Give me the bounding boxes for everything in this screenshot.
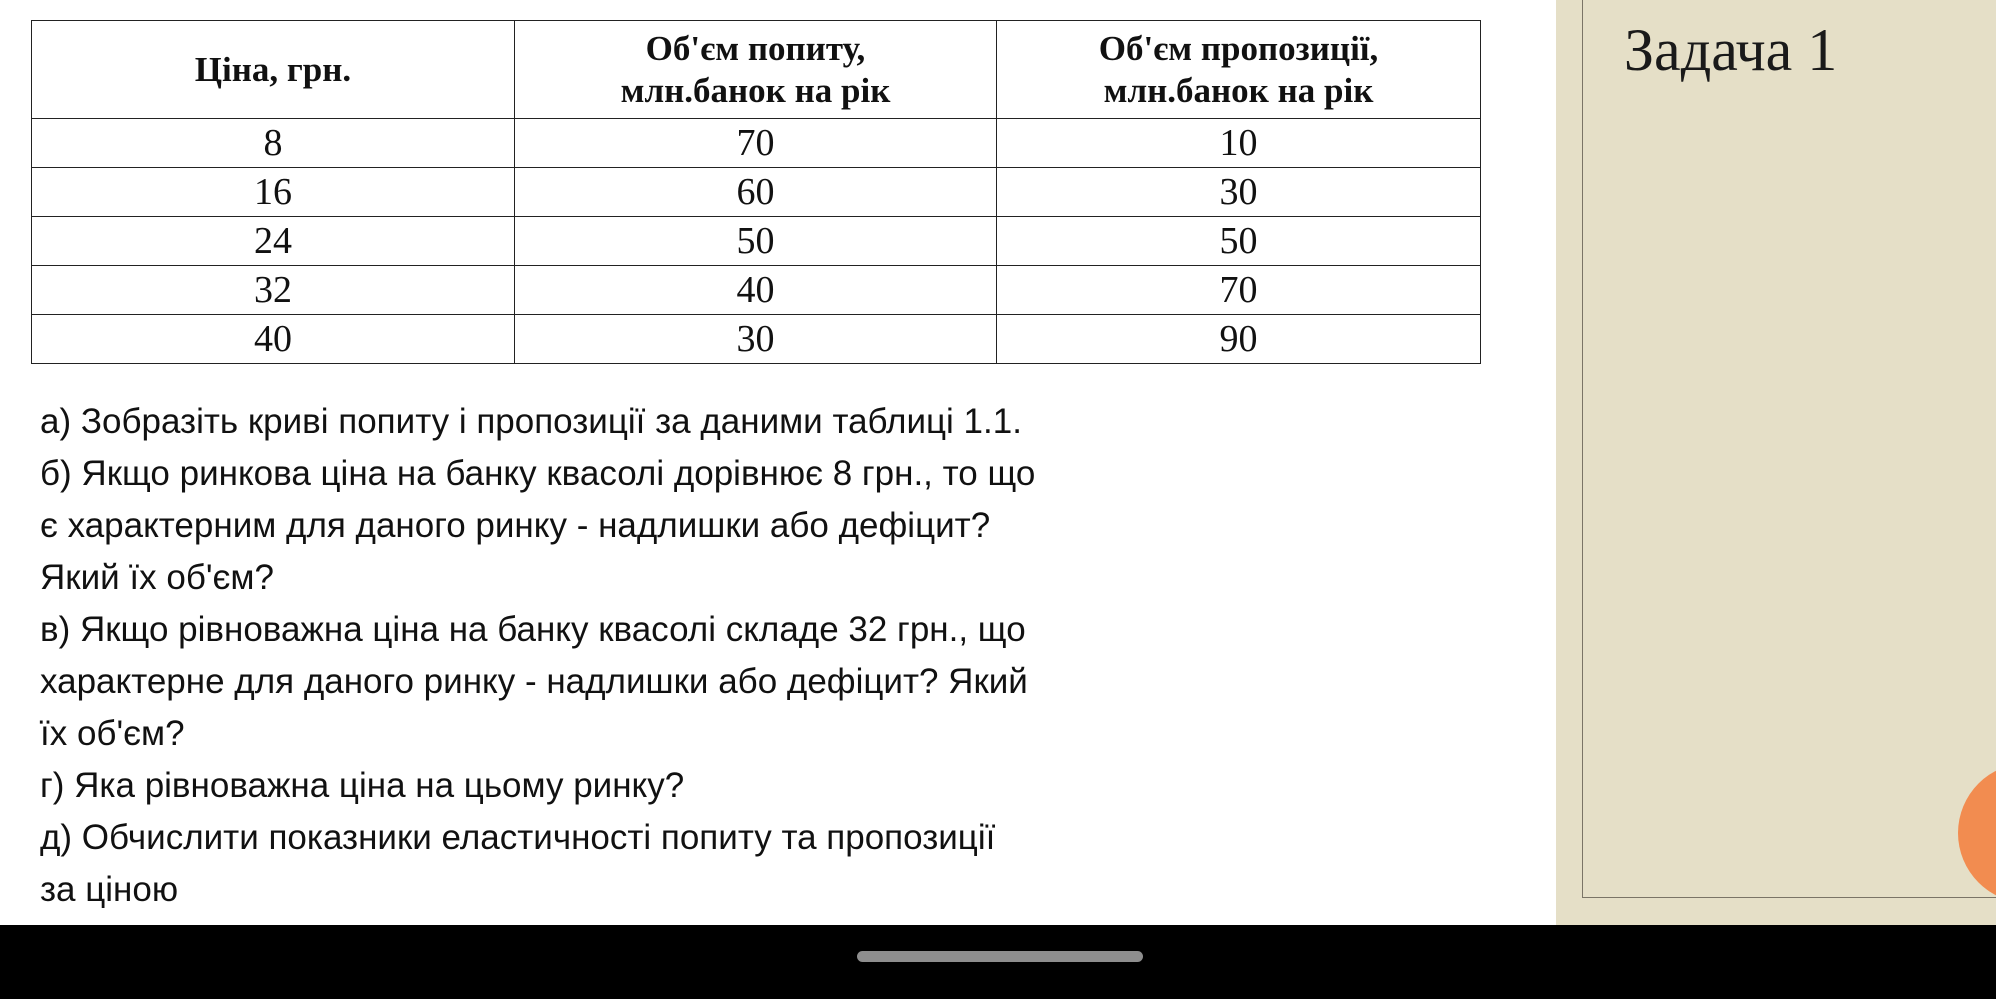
header-supply: Об'єм пропозиції, млн.банок на рік: [997, 21, 1481, 119]
task-b: б) Якщо ринкова ціна на банку квасолі дорівнює 8 грн., то що є характерним для даного ринку - надлишки або дефіцит? Який їх об'єм?: [40, 454, 1036, 597]
task-d: г) Яка рівноважна ціна на цьому ринку?: [40, 766, 685, 805]
navigation-bar: [0, 925, 1996, 999]
slide-title: Задача 1: [1624, 17, 1838, 83]
home-indicator[interactable]: [857, 951, 1143, 962]
cell-supply: 30: [997, 168, 1481, 217]
table-row: [32, 315, 1481, 364]
task-e: д) Обчислити показники еластичності попиту та пропозиції за ціною: [40, 818, 996, 909]
cell-price: 40: [32, 315, 515, 364]
cell-demand: 40: [515, 266, 997, 315]
cell-demand: 30: [515, 315, 997, 364]
cell-demand: 50: [515, 217, 997, 266]
task-list: [40, 396, 1220, 916]
header-price: Ціна, грн.: [32, 21, 515, 119]
header-demand: Об'єм попиту, млн.банок на рік: [515, 21, 997, 119]
cell-demand: 60: [515, 168, 997, 217]
data-table: [31, 20, 1481, 364]
cell-supply: 90: [997, 315, 1481, 364]
side-panel-frame: [1582, 0, 1996, 898]
side-panel: [1556, 0, 1996, 925]
cell-price: 32: [32, 266, 515, 315]
table-header-row: [32, 21, 1481, 119]
task-a: а) Зобразіть криві попиту і пропозиції за даними таблиці 1.1.: [40, 402, 1022, 441]
cell-price: 24: [32, 217, 515, 266]
cell-supply: 70: [997, 266, 1481, 315]
cell-price: 8: [32, 119, 515, 168]
task-c: в) Якщо рівноважна ціна на банку квасолі складе 32 грн., що характерне для даного ринку - надлишки або дефіцит? Який їх об'єм?: [40, 610, 1028, 753]
table-row: [32, 168, 1481, 217]
cell-supply: 10: [997, 119, 1481, 168]
cell-price: 16: [32, 168, 515, 217]
table-row: [32, 119, 1481, 168]
cell-supply: 50: [997, 217, 1481, 266]
cell-demand: 70: [515, 119, 997, 168]
table-row: [32, 266, 1481, 315]
table-row: [32, 217, 1481, 266]
